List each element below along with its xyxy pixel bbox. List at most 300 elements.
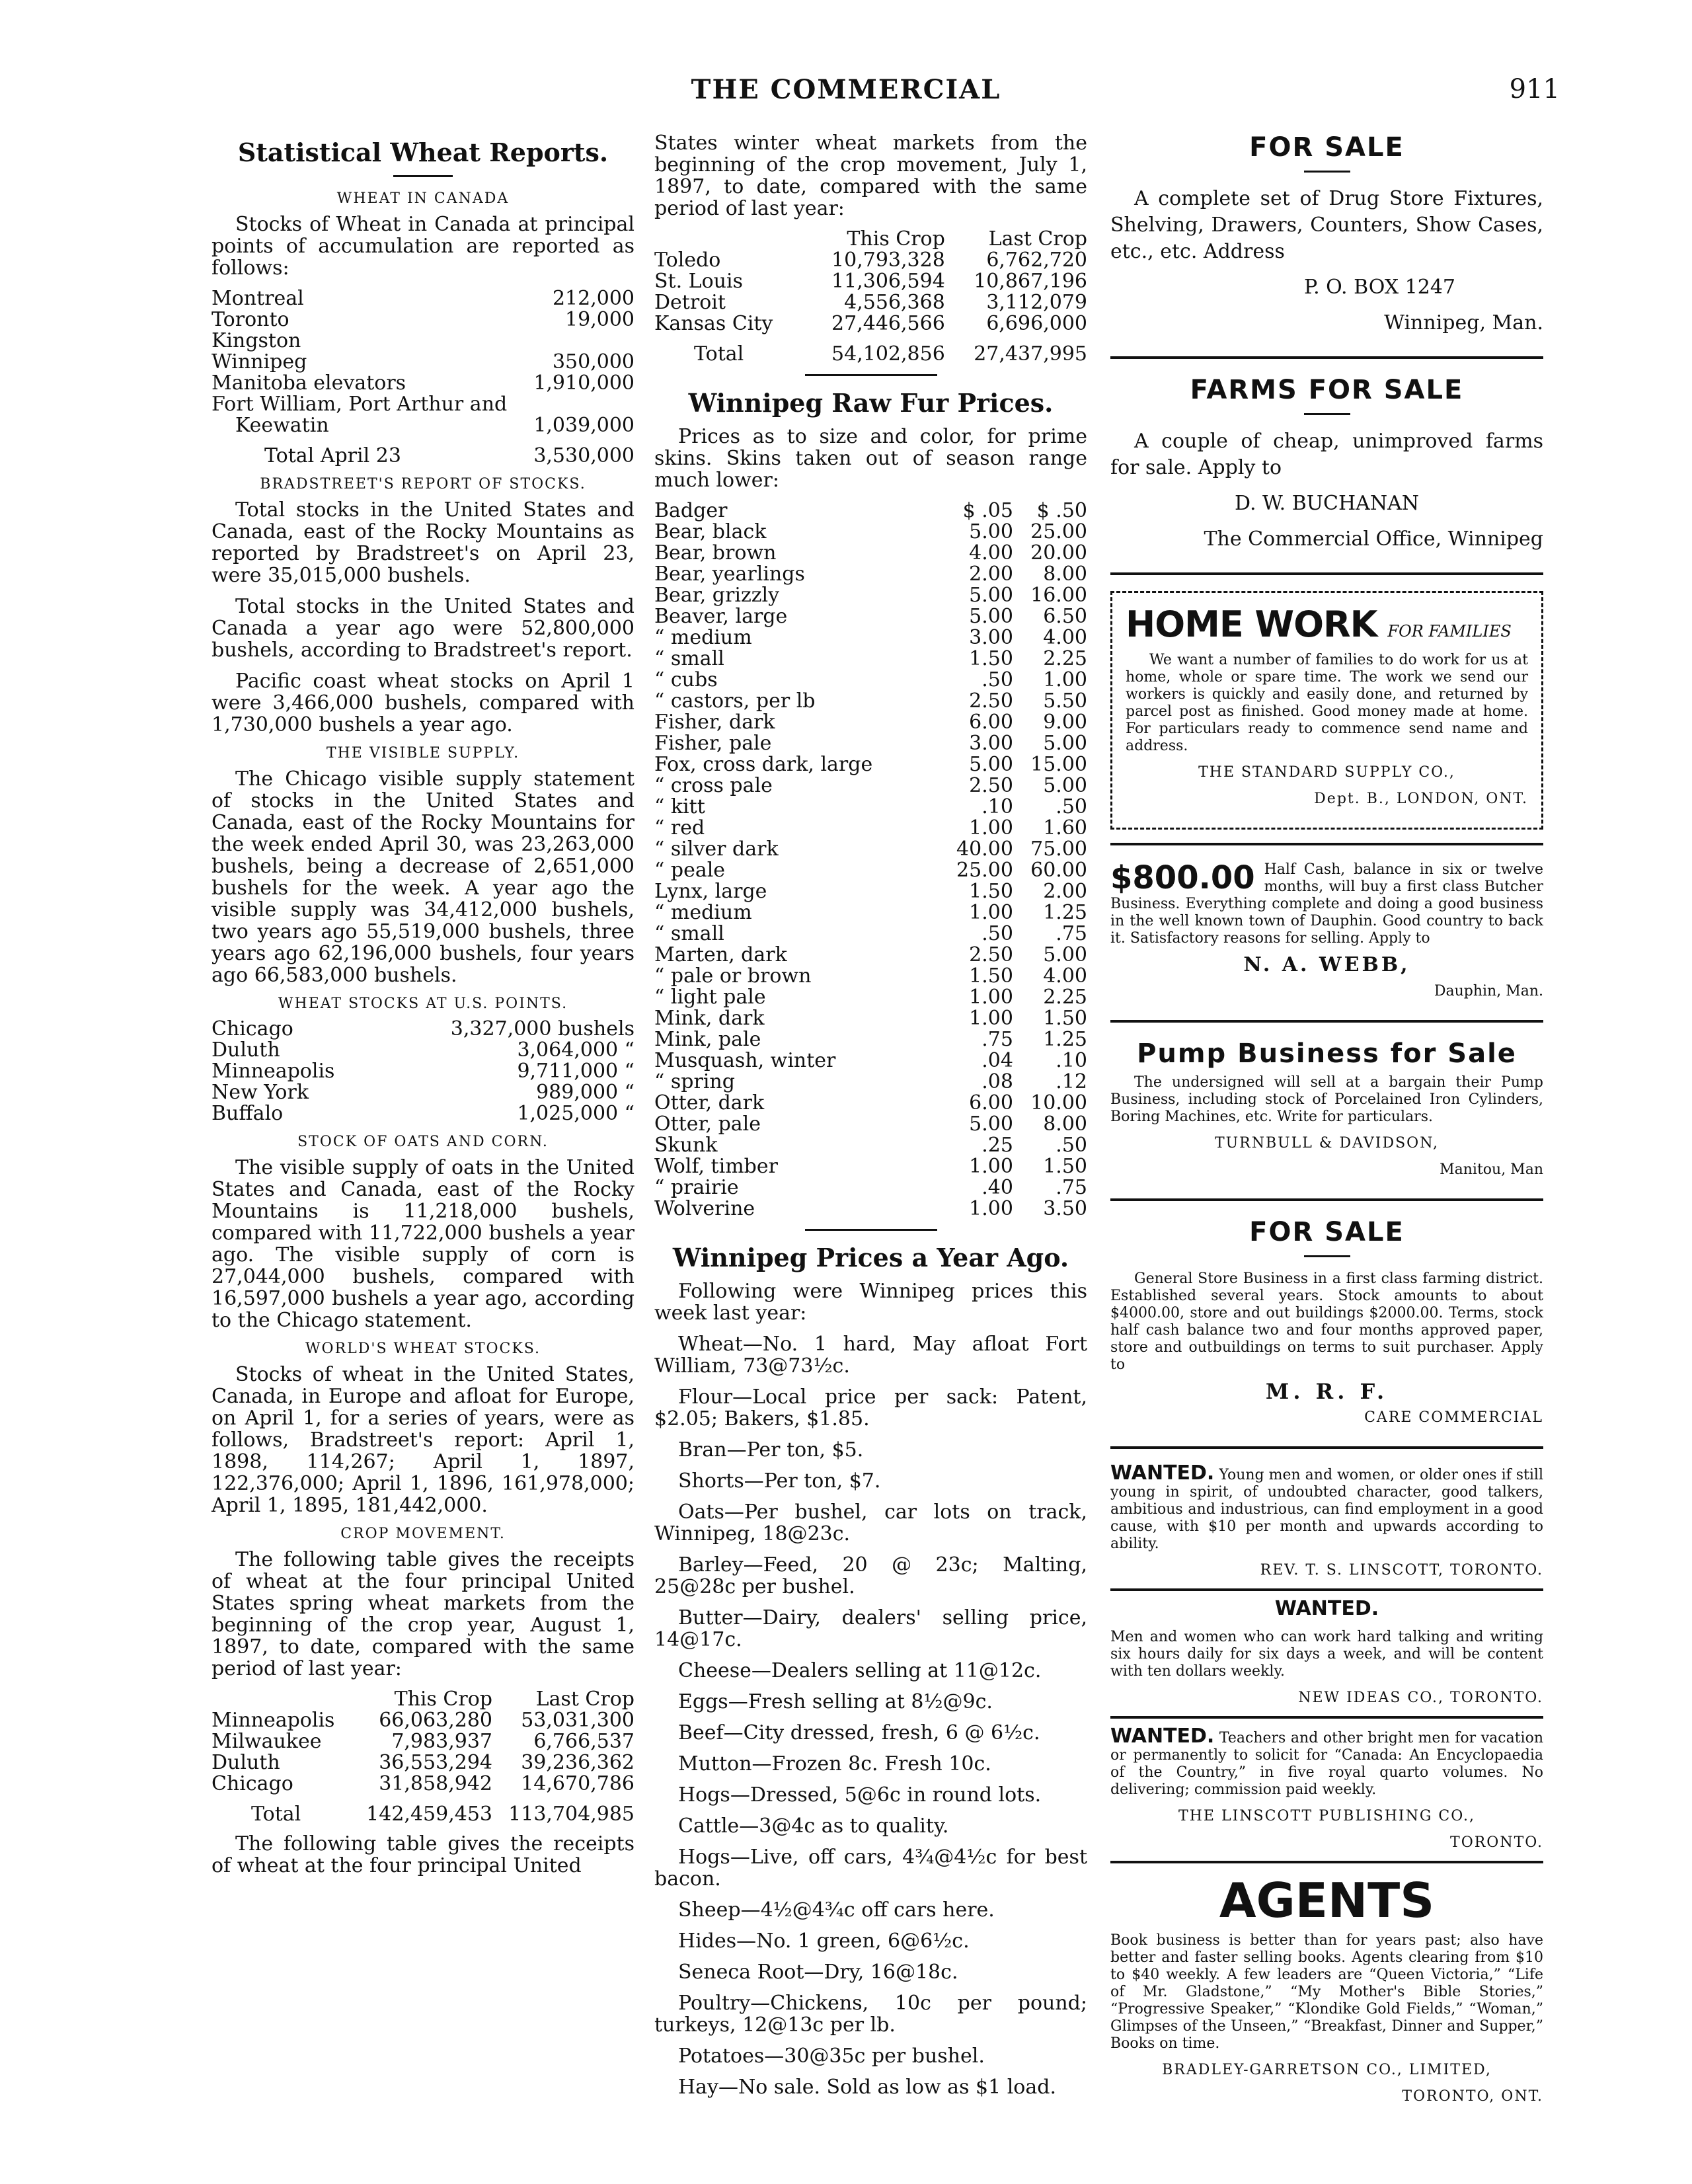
row-value: 5.00 bbox=[1043, 774, 1087, 797]
table-row bbox=[654, 500, 1087, 522]
subheading: WHEAT IN CANADA bbox=[336, 190, 510, 207]
row-value: .75 bbox=[1056, 922, 1087, 945]
ad-signature: BRADLEY-GARRETSON CO., LIMITED, bbox=[1162, 2062, 1492, 2078]
row-label: Toledo bbox=[654, 249, 721, 272]
row-value: 350,000 bbox=[552, 350, 634, 373]
subheading: STOCK OF OATS AND CORN. bbox=[297, 1134, 549, 1150]
row-value: 5.00 bbox=[969, 753, 1013, 776]
table-row bbox=[654, 1029, 1087, 1050]
table-row bbox=[654, 733, 1087, 754]
table-row bbox=[654, 818, 1087, 839]
row-value: 2.25 bbox=[1043, 647, 1087, 670]
row-value: 2.50 bbox=[969, 689, 1013, 713]
table-row bbox=[654, 271, 1087, 292]
list-item: Flour—Local price per sack: Patent, $2.05; Bakers, $1.85. bbox=[654, 1385, 1087, 1430]
column-3-ads bbox=[1110, 132, 1543, 2115]
table-row bbox=[212, 1731, 634, 1752]
ad-headline: WANTED. bbox=[1110, 1462, 1215, 1485]
table-row bbox=[654, 313, 1087, 334]
row-value: .10 bbox=[1056, 1049, 1087, 1072]
list-item: Hides—No. 1 green, 6@6½c. bbox=[678, 1930, 970, 1953]
row-label: “ cubs bbox=[654, 668, 718, 691]
table-row bbox=[212, 1752, 634, 1774]
table-row bbox=[212, 1040, 634, 1061]
row-value: 1.00 bbox=[969, 901, 1013, 924]
paragraph: The following table gives the receipts of wheat at the four principal United bbox=[212, 1832, 634, 1877]
row-value: 3,112,079 bbox=[986, 291, 1087, 314]
row-value: 5.00 bbox=[969, 520, 1013, 543]
row-value: 25.00 bbox=[1030, 520, 1087, 543]
divider bbox=[1304, 171, 1350, 173]
subheading: BRADSTREET'S REPORT OF STOCKS. bbox=[260, 476, 586, 492]
total-value: 142,459,453 bbox=[366, 1803, 492, 1826]
fur-table bbox=[654, 500, 1087, 1220]
publication-title: THE COMMERCIAL bbox=[691, 74, 1001, 105]
total-label: Total April 23 bbox=[264, 444, 401, 467]
row-value: 14,670,786 bbox=[521, 1772, 634, 1795]
row-label: “ medium bbox=[654, 901, 752, 924]
row-label: Winnipeg bbox=[212, 350, 307, 373]
paragraph: Stocks of wheat in the United States, Canada, in Europe and afloat for Europe, on April 1, for a series of years, were as follows, Bradstreet's report: April 1, 1898, 114,267; April 1, 1897, 122,376,000; April 1, 1896, 161,978,000; April 1, 1895, 181,442,000. bbox=[212, 1363, 634, 1517]
row-label: Mink, dark bbox=[654, 1007, 765, 1030]
list-item: Hay—No sale. Sold as low as $1 load. bbox=[678, 2076, 1056, 2099]
row-value: 2.50 bbox=[969, 943, 1013, 966]
row-value: 1.25 bbox=[1043, 901, 1087, 924]
row-value: .04 bbox=[981, 1049, 1013, 1072]
ad-text: Men and women who can work hard talking and writing six hours daily for six days a week, and will be content with ten dollars weekly. bbox=[1110, 1629, 1543, 1680]
row-value: 212,000 bbox=[552, 287, 634, 310]
row-value: 2.50 bbox=[969, 774, 1013, 797]
row-label: St. Louis bbox=[654, 270, 743, 293]
wheat-canada-total bbox=[212, 436, 634, 467]
paragraph: Prices as to size and color, for prime skins. Skins taken out of season range much lower: bbox=[654, 425, 1087, 492]
list-item: Hogs—Dressed, 5@6c in round lots. bbox=[678, 1783, 1042, 1807]
row-label: New York bbox=[212, 1081, 309, 1104]
list-item: Potatoes—30@35c per bushel. bbox=[678, 2045, 985, 2068]
row-value: .50 bbox=[981, 668, 1013, 691]
row-value: 1.00 bbox=[969, 986, 1013, 1009]
wanted-ad bbox=[1110, 1462, 1543, 1579]
row-label: Musquash, winter bbox=[654, 1049, 836, 1072]
table-row bbox=[654, 797, 1087, 818]
row-value: 1.00 bbox=[969, 1007, 1013, 1030]
row-value: 9,711,000 “ bbox=[517, 1060, 634, 1083]
row-value: 1.60 bbox=[1043, 816, 1087, 839]
table-row bbox=[654, 1072, 1087, 1093]
divider bbox=[393, 175, 453, 177]
row-value: 1.00 bbox=[1043, 668, 1087, 691]
ad-office: The Commercial Office, Winnipeg bbox=[1204, 527, 1543, 551]
row-label: Badger bbox=[654, 499, 728, 522]
row-value: 1.50 bbox=[969, 964, 1013, 988]
list-item: Butter—Dairy, dealers' selling price, 14@17c. bbox=[654, 1606, 1087, 1651]
divider bbox=[1110, 1198, 1543, 1201]
divider bbox=[1304, 413, 1350, 415]
row-value: 5.00 bbox=[1043, 943, 1087, 966]
row-label: Kingston bbox=[212, 329, 301, 352]
table-row bbox=[654, 1114, 1087, 1135]
divider bbox=[1110, 1861, 1543, 1863]
paragraph: Pacific coast wheat stocks on April 1 were 3,466,000 bushels, compared with 1,730,000 bushels a year ago. bbox=[212, 670, 634, 736]
ad-signature: N. A. WEBB, bbox=[1243, 953, 1410, 976]
column-2 bbox=[654, 132, 1087, 2107]
divider bbox=[1110, 1716, 1543, 1719]
row-label: Minneapolis bbox=[212, 1060, 335, 1083]
row-value: 3.50 bbox=[1043, 1197, 1087, 1220]
row-label: Bear, black bbox=[654, 520, 767, 543]
paragraph: The visible supply of oats in the United States and Canada, east of the Rocky Mountains is 11,218,000 bushels, compared with 11,722,000 bushels a year ago. The visible supply of corn is 27,044,000 bushels, compared with 16,597,000 bushels a year ago, according to the Chicago statement. bbox=[212, 1156, 634, 1332]
list-item: Hogs—Live, off cars, 4¾@4½c for best bacon. bbox=[654, 1846, 1087, 1891]
ad-title: AGENTS bbox=[1219, 1873, 1435, 1928]
table-row bbox=[212, 394, 634, 415]
paragraph: Following were Winnipeg prices this week last year: bbox=[654, 1280, 1087, 1325]
row-value: 2.00 bbox=[1043, 880, 1087, 903]
table-row bbox=[654, 902, 1087, 923]
row-value: 4.00 bbox=[969, 541, 1013, 565]
ad-text: A complete set of Drug Store Fixtures, Shelving, Drawers, Counters, Show Cases, etc., etc. Address bbox=[1110, 187, 1543, 263]
row-value: 1,025,000 “ bbox=[517, 1102, 634, 1125]
row-label: Fort William, Port Arthur and bbox=[212, 393, 508, 416]
ad-signature: M. R. F. bbox=[1265, 1379, 1389, 1404]
row-value: 1.00 bbox=[969, 1197, 1013, 1220]
table-row bbox=[212, 352, 634, 373]
list-item: Eggs—Fresh selling at 8½@9c. bbox=[678, 1690, 993, 1713]
row-value bbox=[527, 394, 634, 415]
row-value: 5.50 bbox=[1043, 689, 1087, 713]
table-row bbox=[654, 691, 1087, 712]
ad-text: Young men and women, or older ones if still young in spirit, of undoubted character, good talkers, ambitious and industrious, can find employment in a good cause, with $10 per month and upwards according to ability. bbox=[1110, 1467, 1543, 1552]
list-item: Poultry—Chickens, 10c per pound; turkeys, 12@13c per lb. bbox=[654, 1992, 1087, 2037]
total-value: 27,437,995 bbox=[974, 342, 1087, 366]
row-value: 6.00 bbox=[969, 1091, 1013, 1114]
row-label: “ medium bbox=[654, 626, 752, 649]
row-value: 36,553,294 bbox=[379, 1751, 492, 1774]
page-number: 911 bbox=[1509, 74, 1560, 104]
table-row bbox=[654, 754, 1087, 775]
ad-title: FOR SALE bbox=[1249, 132, 1404, 163]
table-row bbox=[212, 1103, 634, 1124]
ad-title: FARMS FOR SALE bbox=[1190, 375, 1464, 405]
row-value: $ .50 bbox=[1036, 499, 1087, 522]
row-value: 1.50 bbox=[1043, 1155, 1087, 1178]
table-row bbox=[212, 1710, 634, 1731]
table-row bbox=[212, 1061, 634, 1082]
row-value: 5.00 bbox=[969, 1112, 1013, 1136]
total-value: 3,530,000 bbox=[533, 444, 634, 467]
table-row bbox=[654, 1156, 1087, 1177]
row-label: “ spring bbox=[654, 1070, 735, 1093]
row-value: 2.00 bbox=[969, 563, 1013, 586]
row-value: 3.00 bbox=[969, 626, 1013, 649]
wanted-ad bbox=[1110, 1597, 1543, 1707]
row-label: Otter, dark bbox=[654, 1091, 765, 1114]
subheading: THE VISIBLE SUPPLY. bbox=[326, 745, 520, 761]
table-row bbox=[212, 1082, 634, 1103]
row-label: Otter, pale bbox=[654, 1112, 761, 1136]
divider bbox=[1304, 1255, 1350, 1257]
row-value: 6,762,720 bbox=[986, 249, 1087, 272]
row-value: .10 bbox=[981, 795, 1013, 818]
list-item: Bran—Per ton, $5. bbox=[678, 1438, 864, 1462]
total-label: Total bbox=[694, 342, 744, 366]
table-row bbox=[654, 543, 1087, 564]
table-row bbox=[654, 585, 1087, 606]
ad-text: Half Cash, balance in six or twelve months, will buy a first class Butcher Business. Everything complete and doing a good business in the well known town of Dauphin. Good country to back it. Satisfactory reasons for selling. Apply to bbox=[1110, 861, 1543, 947]
table-row bbox=[654, 987, 1087, 1008]
row-value: 1.00 bbox=[969, 816, 1013, 839]
us-points-table bbox=[212, 1019, 634, 1124]
table-row bbox=[654, 945, 1087, 966]
ad-signature: THE STANDARD SUPPLY CO., bbox=[1198, 764, 1455, 781]
row-value: 11,306,594 bbox=[831, 270, 945, 293]
row-value: .50 bbox=[1056, 795, 1087, 818]
divider bbox=[1110, 356, 1543, 359]
ad-signature: TURNBULL & DAVIDSON, bbox=[1214, 1135, 1440, 1151]
table-row bbox=[654, 839, 1087, 860]
row-value: 8.00 bbox=[1043, 1112, 1087, 1136]
row-value: .75 bbox=[981, 1028, 1013, 1051]
row-value: 10.00 bbox=[1030, 1091, 1087, 1114]
table-row bbox=[654, 1008, 1087, 1029]
winter-table bbox=[654, 229, 1087, 365]
ad-subheadline: FOR FAMILIES bbox=[1387, 622, 1512, 641]
row-value: .50 bbox=[1056, 1134, 1087, 1157]
row-label: Milwaukee bbox=[212, 1730, 322, 1753]
row-value: 1.50 bbox=[1043, 1007, 1087, 1030]
butcher-ad bbox=[1110, 861, 1543, 1000]
ad-text: We want a number of families to do work for us at home, whole or spare time. The work we send our workers is quickly and easily done, and returned by parcel post as finished. Good money made at home. For particulars ready to commence send name and address. bbox=[1126, 652, 1528, 754]
table-row bbox=[654, 1135, 1087, 1156]
divider bbox=[1110, 1020, 1543, 1023]
ad-price: $800.00 bbox=[1110, 859, 1255, 896]
row-value: 10,867,196 bbox=[974, 270, 1087, 293]
ad-signature: Dept. B., LONDON, ONT. bbox=[1314, 791, 1528, 807]
home-work-ad bbox=[1110, 591, 1543, 830]
total-label: Total bbox=[251, 1803, 301, 1826]
divider bbox=[1110, 572, 1543, 575]
table-row bbox=[654, 648, 1087, 670]
paragraph: Total stocks in the United States and Canada a year ago were 52,800,000 bushels, according to Bradstreet's report. bbox=[212, 595, 634, 662]
table-row bbox=[212, 373, 634, 394]
row-label: Bear, yearlings bbox=[654, 563, 805, 586]
row-label: Minneapolis bbox=[212, 1709, 335, 1732]
ad-signature: REV. T. S. LINSCOTT, TORONTO. bbox=[1260, 1562, 1543, 1579]
table-row bbox=[654, 564, 1087, 585]
ad-text: General Store Business in a first class farming district. Established several years. Stock amounts to about $4000.00, store and out buildings $2000.00. Terms, stock half cash balance two and four months approved paper, store and outbuildings on terms to suit purchaser. Apply to bbox=[1110, 1270, 1543, 1373]
row-label: Fox, cross dark, large bbox=[654, 753, 873, 776]
row-label: “ silver dark bbox=[654, 838, 779, 861]
row-value: $ .05 bbox=[962, 499, 1013, 522]
row-label: Toronto bbox=[212, 308, 289, 331]
row-value: 75.00 bbox=[1030, 838, 1087, 861]
row-value: 31,858,942 bbox=[379, 1772, 492, 1795]
row-value: 1.25 bbox=[1043, 1028, 1087, 1051]
wanted-ad bbox=[1110, 1725, 1543, 1852]
ad-city: Dauphin, Man. bbox=[1434, 983, 1543, 999]
row-value: .08 bbox=[981, 1070, 1013, 1093]
table-row bbox=[212, 331, 634, 352]
row-value: 4.00 bbox=[1043, 964, 1087, 988]
divider bbox=[805, 374, 937, 376]
list-item: Cattle—3@4c as to quality. bbox=[678, 1814, 949, 1838]
row-label: Bear, brown bbox=[654, 541, 777, 565]
row-value: 15.00 bbox=[1030, 753, 1087, 776]
row-label: Detroit bbox=[654, 291, 726, 314]
row-value: 989,000 “ bbox=[536, 1081, 634, 1104]
row-value: 8.00 bbox=[1043, 563, 1087, 586]
row-value: .25 bbox=[981, 1134, 1013, 1157]
row-value: 16.00 bbox=[1030, 584, 1087, 607]
paragraph: Total stocks in the United States and Canada, east of the Rocky Mountains as reported by Bradstreet's on April 23, were 35,015,000 bushels. bbox=[212, 498, 634, 587]
row-value: 66,063,280 bbox=[379, 1709, 492, 1732]
row-value: 4,556,368 bbox=[844, 291, 945, 314]
wheat-canada-table bbox=[212, 288, 634, 436]
row-label: “ pale or brown bbox=[654, 964, 812, 988]
total-value: 54,102,856 bbox=[831, 342, 945, 366]
row-value: 60.00 bbox=[1030, 859, 1087, 882]
list-item: Sheep—4½@4¾c off cars here. bbox=[678, 1898, 995, 1922]
row-value: .75 bbox=[1056, 1176, 1087, 1199]
row-label: “ peale bbox=[654, 859, 726, 882]
row-value: .40 bbox=[981, 1176, 1013, 1199]
ad-headline: HOME WORK bbox=[1126, 604, 1377, 645]
col-header: This Crop bbox=[847, 227, 945, 251]
table-row bbox=[212, 1019, 634, 1040]
row-value: 3,064,000 “ bbox=[517, 1038, 634, 1062]
ad-text: Teachers and other bright men for vacation or permanently to solicit for “Canada: An Encyclopaedia of the Country,” in five royal quarto volumes. No delivering; commission paid weekly. bbox=[1110, 1730, 1543, 1798]
ad-signature: THE LINSCOTT PUBLISHING CO., bbox=[1178, 1808, 1475, 1824]
row-label: Montreal bbox=[212, 287, 304, 310]
table-row bbox=[212, 288, 634, 309]
row-value: 1,039,000 bbox=[533, 414, 634, 437]
row-label: Marten, dark bbox=[654, 943, 787, 966]
ad-city: Manitou, Man bbox=[1440, 1161, 1543, 1178]
row-label: “ prairie bbox=[654, 1176, 739, 1199]
row-label: Chicago bbox=[212, 1017, 293, 1040]
table-row bbox=[654, 1093, 1087, 1114]
row-label: Fisher, pale bbox=[654, 732, 772, 755]
price-list bbox=[654, 1333, 1087, 2098]
table-row bbox=[212, 1774, 634, 1795]
row-value: 20.00 bbox=[1030, 541, 1087, 565]
row-value: 7,983,937 bbox=[391, 1730, 492, 1753]
section-heading: Statistical Wheat Reports. bbox=[237, 137, 609, 167]
ad-headline: WANTED. bbox=[1110, 1725, 1215, 1748]
paragraph: The Chicago visible supply statement of stocks in the United States and Canada, east of the Rocky Mountains for the week ended April 30, was 23,263,000 bushels, being a decrease of 2,651,000 bushels for the week. A year ago the visible supply was 34,412,000 bushels, two years ago 55,519,000 bushels, three years ago 62,196,000 bushels, four years ago 66,583,000 bushels. bbox=[212, 767, 634, 987]
row-label: Chicago bbox=[212, 1772, 293, 1795]
crop-table bbox=[212, 1689, 634, 1825]
table-row bbox=[654, 1198, 1087, 1220]
table-row bbox=[654, 670, 1087, 691]
table-row bbox=[654, 1177, 1087, 1198]
table-row bbox=[654, 1050, 1087, 1072]
ad-name: D. W. BUCHANAN bbox=[1235, 492, 1419, 515]
table-row bbox=[654, 292, 1087, 313]
list-item: Cheese—Dealers selling at 11@12c. bbox=[678, 1659, 1042, 1682]
ad-text: Book business is better than for years past; also have better and faster selling books. Agents clearing from $10 to $40 weekly. A few leaders are “Queen Victoria,” “Life of Mr. Gladstone,” “My Mother's Bible Stories,” “Progressive Speaker,” “Klondike Gold Fields,” “Woman,” Glimpses of the Unseen,” “Breakfast, Dinner and Supper,” Books on time. bbox=[1110, 1932, 1543, 2052]
list-item: Beef—City dressed, fresh, 6 @ 6½c. bbox=[678, 1721, 1040, 1744]
row-value: 5.00 bbox=[1043, 732, 1087, 755]
subheading: WORLD'S WHEAT STOCKS. bbox=[305, 1341, 541, 1357]
row-value: 53,031,300 bbox=[521, 1709, 634, 1732]
row-label: “ red bbox=[654, 816, 705, 839]
row-label: Kansas City bbox=[654, 312, 773, 335]
row-label: “ small bbox=[654, 647, 724, 670]
row-label: “ kitt bbox=[654, 795, 705, 818]
table-row bbox=[654, 966, 1087, 987]
row-label: Duluth bbox=[212, 1751, 280, 1774]
list-item: Barley—Feed, 20 @ 23c; Malting, 25@28c per bushel. bbox=[654, 1553, 1087, 1598]
row-label: “ castors, per lb bbox=[654, 689, 816, 713]
table-row bbox=[654, 923, 1087, 945]
ad-text: A couple of cheap, unimproved farms for sale. Apply to bbox=[1110, 430, 1543, 479]
ad-signature: NEW IDEAS CO., TORONTO. bbox=[1298, 1690, 1543, 1706]
row-value: 40.00 bbox=[956, 838, 1013, 861]
row-value: 3.00 bbox=[969, 732, 1013, 755]
table-row bbox=[654, 860, 1087, 881]
divider bbox=[1110, 1446, 1543, 1449]
row-label: Fisher, dark bbox=[654, 711, 775, 734]
row-value: 1,910,000 bbox=[533, 371, 634, 395]
table-row bbox=[654, 522, 1087, 543]
row-value: 19,000 bbox=[565, 308, 634, 331]
ad-signature: CARE COMMERCIAL bbox=[1364, 1409, 1543, 1426]
ad-city: TORONTO, ONT. bbox=[1402, 2088, 1543, 2105]
row-value: 5.00 bbox=[969, 584, 1013, 607]
row-label: “ small bbox=[654, 922, 724, 945]
row-value: 6,766,537 bbox=[533, 1730, 634, 1753]
ad-headline: WANTED. bbox=[1274, 1597, 1379, 1620]
row-label: Wolverine bbox=[654, 1197, 755, 1220]
row-value: 25.00 bbox=[956, 859, 1013, 882]
row-label: Mink, pale bbox=[654, 1028, 761, 1051]
row-value: 6,696,000 bbox=[986, 312, 1087, 335]
row-value: 39,236,362 bbox=[521, 1751, 634, 1774]
row-value: 5.00 bbox=[969, 605, 1013, 628]
section-heading: Winnipeg Raw Fur Prices. bbox=[688, 388, 1054, 418]
row-value: 1.00 bbox=[969, 1155, 1013, 1178]
table-row bbox=[654, 250, 1087, 271]
divider bbox=[1110, 1588, 1543, 1591]
row-label: Bear, grizzly bbox=[654, 584, 780, 607]
row-label: Beaver, large bbox=[654, 605, 788, 628]
row-label: Buffalo bbox=[212, 1102, 284, 1125]
list-item: Seneca Root—Dry, 16@18c. bbox=[678, 1961, 958, 1984]
row-value: 3,327,000 bushels bbox=[450, 1017, 634, 1040]
row-value bbox=[527, 331, 634, 352]
list-item: Mutton—Frozen 8c. Fresh 10c. bbox=[678, 1752, 991, 1775]
list-item: Oats—Per bushel, car lots on track, Winnipeg, 18@23c. bbox=[654, 1501, 1087, 1545]
ad-title: Pump Business for Sale bbox=[1137, 1038, 1517, 1069]
subheading: WHEAT STOCKS AT U.S. POINTS. bbox=[278, 995, 568, 1012]
row-label: Skunk bbox=[654, 1134, 718, 1157]
row-value: 1.50 bbox=[969, 647, 1013, 670]
row-value: 9.00 bbox=[1043, 711, 1087, 734]
section-heading: Winnipeg Prices a Year Ago. bbox=[672, 1243, 1069, 1272]
total-value: 113,704,985 bbox=[508, 1803, 634, 1826]
ad-city: TORONTO. bbox=[1450, 1834, 1543, 1851]
subheading: CROP MOVEMENT. bbox=[340, 1526, 506, 1542]
ad-text: The undersigned will sell at a bargain their Pump Business, including stock of Porcelained Iron Cylinders, Boring Machines, etc. Write for particulars. bbox=[1110, 1074, 1543, 1125]
row-label: “ light pale bbox=[654, 986, 766, 1009]
table-row bbox=[654, 627, 1087, 648]
row-label: “ cross pale bbox=[654, 774, 773, 797]
col-header: Last Crop bbox=[535, 1688, 634, 1711]
col-header: Last Crop bbox=[988, 227, 1087, 251]
table-row bbox=[654, 606, 1087, 627]
divider bbox=[1110, 843, 1543, 845]
list-item: Wheat—No. 1 hard, May afloat Fort William, 73@73½c. bbox=[654, 1333, 1087, 1378]
